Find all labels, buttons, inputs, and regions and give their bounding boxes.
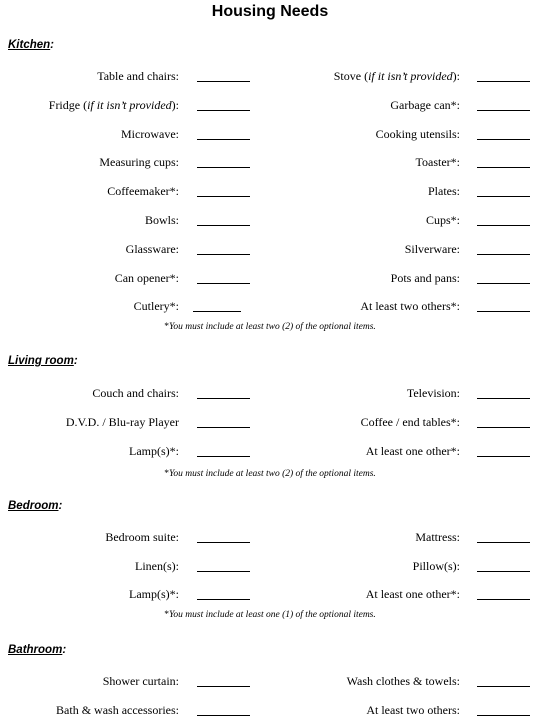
fill-in-blank[interactable] bbox=[477, 167, 530, 168]
fill-in-blank[interactable] bbox=[477, 427, 530, 428]
fill-in-blank[interactable] bbox=[197, 398, 250, 399]
fill-in-blank[interactable] bbox=[197, 254, 250, 255]
fill-in-blank[interactable] bbox=[197, 571, 250, 572]
field-label: Couch and chairs: bbox=[92, 386, 179, 400]
note-text: You must include at least two (2) of the optional items. bbox=[168, 469, 376, 479]
field-label: Lamp(s)*: bbox=[129, 444, 179, 458]
fill-in-blank[interactable] bbox=[197, 715, 250, 716]
fill-in-blank[interactable] bbox=[477, 225, 530, 226]
field-label: At least one other*: bbox=[365, 587, 460, 601]
fill-in-blank[interactable] bbox=[477, 715, 530, 716]
section-heading-text: Bathroom bbox=[8, 644, 63, 656]
note-text: You must include at least two (2) of the optional items. bbox=[168, 322, 376, 332]
form-row bbox=[0, 183, 540, 199]
note-asterisk: * bbox=[164, 322, 169, 332]
note-asterisk: * bbox=[164, 610, 169, 620]
fill-in-blank[interactable] bbox=[477, 139, 530, 140]
field-label: Plates: bbox=[428, 184, 460, 198]
fill-in-blank[interactable] bbox=[477, 311, 530, 312]
field-label: At least two others*: bbox=[360, 299, 460, 313]
form-row bbox=[0, 702, 540, 718]
optional-items-note bbox=[0, 321, 540, 333]
fill-in-blank[interactable] bbox=[197, 542, 250, 543]
field-label: Bedroom suite: bbox=[105, 530, 179, 544]
field-label: Coffee / end tables*: bbox=[360, 415, 460, 429]
fill-in-blank[interactable] bbox=[477, 599, 530, 600]
field-label: Pillow(s): bbox=[412, 559, 460, 573]
section-heading-text: Bedroom bbox=[8, 500, 59, 512]
page-title: Housing Needs bbox=[211, 3, 329, 20]
label-text: ): bbox=[452, 69, 460, 83]
form-row bbox=[0, 97, 540, 113]
field-label bbox=[49, 97, 179, 113]
field-label: Bath & wash accessories: bbox=[56, 703, 179, 717]
form-row bbox=[0, 126, 540, 142]
fill-in-blank[interactable] bbox=[477, 254, 530, 255]
fill-in-blank[interactable] bbox=[477, 283, 530, 284]
fill-in-blank[interactable] bbox=[477, 542, 530, 543]
field-label: Glassware: bbox=[125, 242, 179, 256]
form-row bbox=[0, 68, 540, 84]
field-label: Cutlery*: bbox=[133, 299, 179, 313]
field-label: Wash clothes & towels: bbox=[346, 674, 460, 688]
fill-in-blank[interactable] bbox=[197, 225, 250, 226]
field-label: Television: bbox=[406, 386, 460, 400]
fill-in-blank[interactable] bbox=[197, 427, 250, 428]
field-label: Bowls: bbox=[144, 213, 179, 227]
heading-colon: : bbox=[58, 500, 63, 512]
field-label: Table and chairs: bbox=[97, 69, 179, 83]
field-label: At least two others: bbox=[366, 703, 460, 717]
fill-in-blank[interactable] bbox=[477, 196, 530, 197]
field-label: Toaster*: bbox=[415, 155, 460, 169]
fill-in-blank[interactable] bbox=[197, 283, 250, 284]
fill-in-blank[interactable] bbox=[477, 686, 530, 687]
form-row bbox=[0, 241, 540, 257]
form-row bbox=[0, 154, 540, 170]
fill-in-blank[interactable] bbox=[197, 110, 250, 111]
label-text: ): bbox=[171, 98, 179, 112]
field-label: D.V.D. / Blu-ray Player bbox=[65, 415, 179, 429]
field-label: Shower curtain: bbox=[102, 674, 179, 688]
form-row bbox=[0, 529, 540, 545]
label-text: Fridge ( bbox=[48, 98, 88, 112]
field-label: Silverware: bbox=[404, 242, 460, 256]
field-label: At least one other*: bbox=[365, 444, 460, 458]
fill-in-blank[interactable] bbox=[197, 81, 250, 82]
form-row bbox=[0, 414, 540, 430]
section-heading-text: Living room bbox=[8, 355, 74, 367]
form-row bbox=[0, 298, 540, 314]
form-row bbox=[0, 385, 540, 401]
section-heading-bedroom bbox=[8, 500, 62, 512]
label-text: Stove ( bbox=[333, 69, 369, 83]
field-label: Cooking utensils: bbox=[375, 127, 460, 141]
form-row bbox=[0, 586, 540, 602]
field-label: Coffeemaker*: bbox=[107, 184, 179, 198]
fill-in-blank[interactable] bbox=[477, 81, 530, 82]
fill-in-blank[interactable] bbox=[197, 139, 250, 140]
note-text: You must include at least one (1) of the optional items. bbox=[168, 610, 376, 620]
field-label: Mattress: bbox=[415, 530, 460, 544]
section-heading-living-room bbox=[8, 355, 78, 367]
fill-in-blank[interactable] bbox=[197, 196, 250, 197]
label-emphasis: if it isn’t provided bbox=[368, 69, 453, 83]
section-heading-bathroom bbox=[8, 644, 66, 656]
field-label: Cups*: bbox=[425, 213, 460, 227]
field-label bbox=[334, 68, 460, 84]
fill-in-blank[interactable] bbox=[197, 167, 250, 168]
fill-in-blank[interactable] bbox=[197, 686, 250, 687]
note-asterisk: * bbox=[164, 469, 169, 479]
heading-colon: : bbox=[73, 355, 78, 367]
form-row bbox=[0, 270, 540, 286]
optional-items-note bbox=[0, 468, 540, 480]
optional-items-note bbox=[0, 609, 540, 621]
field-label: Measuring cups: bbox=[99, 155, 179, 169]
field-label: Microwave: bbox=[121, 127, 179, 141]
field-label: Lamp(s)*: bbox=[129, 587, 179, 601]
form-row bbox=[0, 443, 540, 459]
field-label: Garbage can*: bbox=[390, 98, 460, 112]
fill-in-blank[interactable] bbox=[477, 571, 530, 572]
form-row bbox=[0, 558, 540, 574]
field-label: Pots and pans: bbox=[390, 271, 460, 285]
field-label: Can opener*: bbox=[114, 271, 179, 285]
fill-in-blank[interactable] bbox=[197, 599, 250, 600]
label-emphasis: if it isn’t provided bbox=[87, 98, 172, 112]
form-row bbox=[0, 673, 540, 689]
field-label: Linen(s): bbox=[135, 559, 179, 573]
heading-colon: : bbox=[62, 644, 67, 656]
fill-in-blank[interactable] bbox=[477, 456, 530, 457]
form-row bbox=[0, 212, 540, 228]
section-heading-kitchen bbox=[8, 39, 54, 51]
heading-colon: : bbox=[50, 39, 55, 51]
fill-in-blank[interactable] bbox=[197, 456, 250, 457]
fill-in-blank[interactable] bbox=[477, 110, 530, 111]
section-heading-text: Kitchen bbox=[8, 39, 51, 51]
fill-in-blank[interactable] bbox=[477, 398, 530, 399]
fill-in-blank[interactable] bbox=[193, 311, 241, 312]
